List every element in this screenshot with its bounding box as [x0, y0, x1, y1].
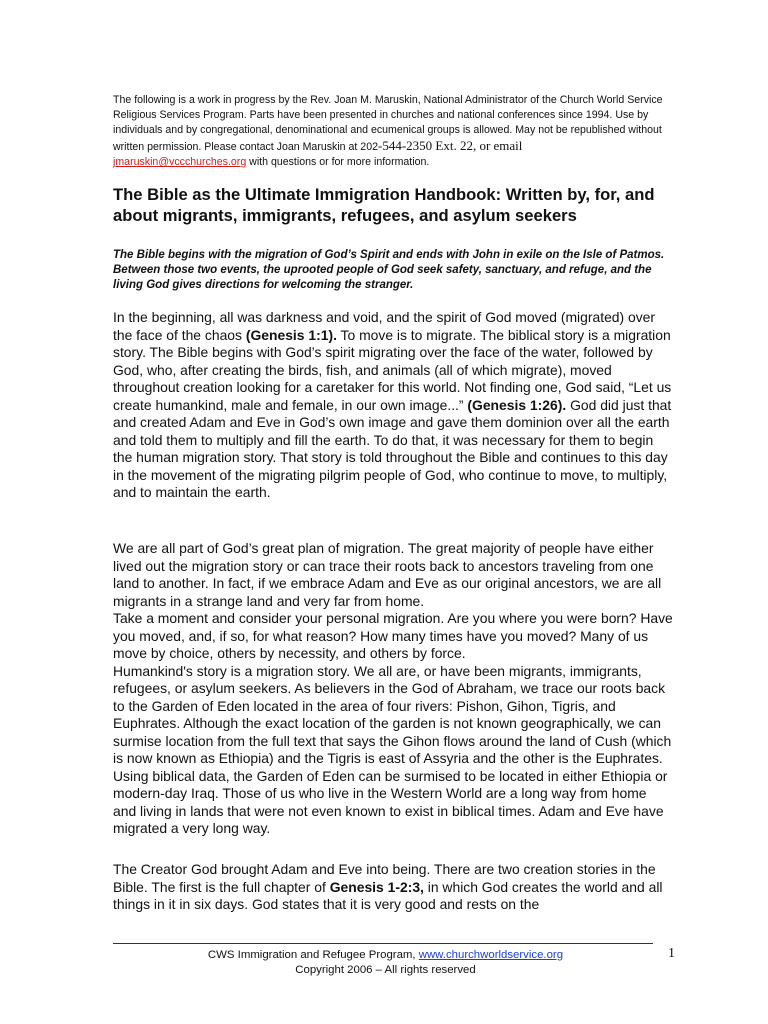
page-number: 1 — [668, 946, 675, 961]
p1-text-a: In the beginning, all was darkness and void, and the spirit of God moved (migrated) over the face of the chaos — [113, 309, 656, 343]
intro-closing: with questions or for more information. — [246, 156, 430, 168]
intro-text: The following is a work in progress by the Rev. Joan M. Maruskin, National Administrator of the Church World Service Religious Services Program. Parts have been presented in churches and national conferences since 1994. Use by individuals and by congregational, denominational and ecumenical groups is allowed. May not be republished without written permission. Please contact Joan Maruskin at 202 — [113, 94, 663, 153]
body-paragraph-3 — [113, 861, 673, 914]
footer-program — [113, 948, 658, 962]
footer-website-link[interactable]: www.churchworldservice.org — [418, 949, 564, 961]
email-link[interactable]: jmaruskin@vccchurches.org — [113, 156, 247, 168]
p3-text-a: The Creator God brought Adam and Eve into being. There are two creation stories in the Bible. The first is the full chapter of — [113, 861, 656, 895]
scripture-ref-genesis-1-1: (Genesis 1:1). — [245, 326, 337, 343]
footer-copyright: Copyright 2006 – All rights reserved — [295, 964, 476, 976]
footer-prefix: CWS Immigration and Refugee Program, — [207, 949, 419, 961]
scripture-ref-genesis-1-2-3: Genesis 1-2:3, — [329, 878, 424, 895]
p2-line-3: Humankind's story is a migration story. We all are, or have been migrants, immigrants, refugees, or asylum seekers. As believers in the God of Abraham, we trace our roots back to the Garden of Eden located in the area of four rivers: Pishon, Gihon, Tigris, and Euphrates. Although the exact location of the garden is not known geographically, we can surmise location from the full text that says the Gihon flows around the land of Cush (which is now known as Ethiopia) and the Tigris is east of Assyria and the other is the Euphrates. Using biblical data, the Garden of Eden can be surmised to be located in either Ethiopia or modern-day Iraq. Those of us who live in the Western World are a long way from home and living in lands that were not even known to exist in biblical times. Adam and Eve have migrated a very long way. — [113, 662, 672, 836]
body-paragraph-1 — [113, 309, 673, 502]
scripture-ref-genesis-1-26: (Genesis 1:26). — [467, 396, 567, 413]
intro-note — [113, 93, 673, 170]
document-title: The Bible as the Ultimate Immigration Handbook: Written by, for, and about migrants, immigrants, refugees, and asylum seekers — [113, 185, 655, 225]
lead-paragraph: The Bible begins with the migration of God’s Spirit and ends with John in exile on the Isle of Patmos. Between those two events, the uprooted people of God seek safety, sanctuary, and refuge, and the living God gives directions for welcoming the stranger. — [113, 249, 665, 291]
p1-text-c: God did just that and created Adam and Eve in God’s own image and gave them dominion over all the earth and told them to multiply and fill the earth. To do that, it was necessary for them to begin the human migration story. That story is told throughout the Bible and continues to this day in the movement of the migrating pilgrim people of God, who continue to move, to multiply, and to maintain the earth. — [113, 396, 672, 500]
intro-phone: -544-2350 Ext. 22, or email — [377, 138, 523, 153]
p2-line-2: Take a moment and consider your personal migration. Are you where you were born? Have you moved, and, if so, for what reason? How many times have you moved? Many of us move by choice, others by necessity, and others by force. — [113, 610, 673, 661]
p2-line-1: We are all part of God’s great plan of migration. The great majority of people have either lived out the migration story or can trace their roots back to ancestors traveling from one land to another. In fact, if we embrace Adam and Eve as our original ancestors, we are all migrants in a strange land and very far from home. — [113, 540, 662, 609]
footer-divider — [113, 943, 653, 944]
p1-text-b: To move is to migrate. The biblical story is a migration story. The Bible begins with God’s spirit migrating over the face of the water, followed by God, who, after creating the birds, fish, and animals (all of which migrate), moved throughout creation looking for a caretaker for this world. Not finding one, God said, “Let us create humankind, male and female, in our own image...” — [113, 326, 672, 413]
p3-text-b: in which God creates the world and all things in it in six days. God states that it is very good and rests on the — [113, 878, 663, 912]
body-paragraph-2 — [113, 540, 673, 838]
